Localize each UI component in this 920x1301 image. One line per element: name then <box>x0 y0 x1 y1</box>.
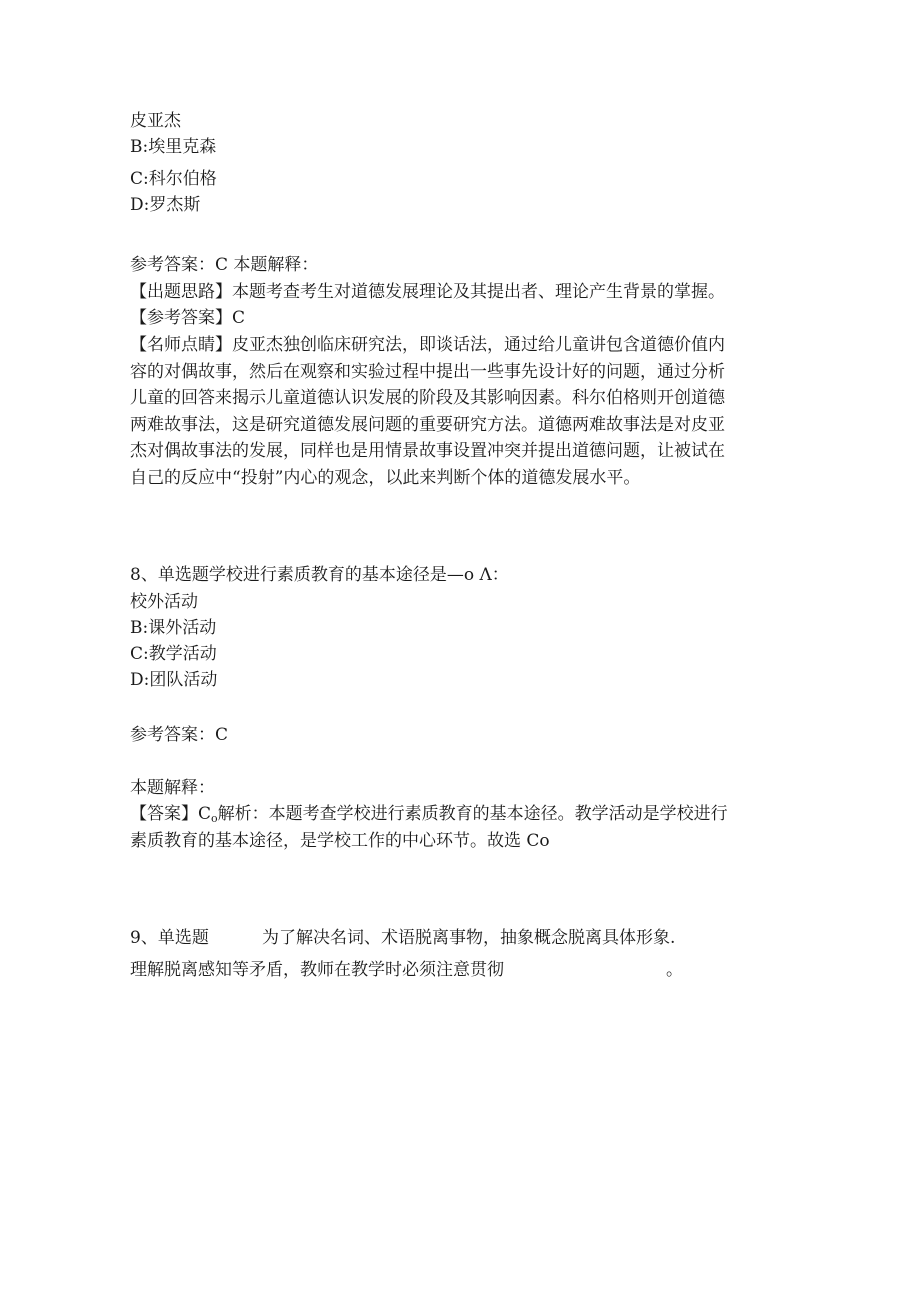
q8-stem: 8、单选题学校进行素质教育的基本途径是—o Λ： <box>130 565 509 585</box>
q8-option-a: 校外活动 <box>130 592 198 612</box>
q7-option-d: D:罗杰斯 <box>130 195 201 215</box>
q8-answer-line: 参考答案：C <box>130 725 229 745</box>
q7-explain-line: 杰对偶故事法的发展，同样也是用情景故事设置冲突并提出道德问题，让被试在 <box>130 441 725 461</box>
q8-explain-post: 解析：本题考查学校进行素质教育的基本途径。教学活动是学校进行 <box>217 804 728 824</box>
q7-explain-line: 两难故事法，这是研究道德发展问题的重要研究方法。道德两难故事法是对皮亚 <box>130 414 725 435</box>
q9-stem-end: 。 <box>666 960 683 980</box>
q7-option-b: B:埃里克森 <box>130 137 217 157</box>
q7-explain-line: 容的对偶故事，然后在观察和实验过程中提出一些事先设计好的问题，通过分析 <box>130 361 725 382</box>
q9-label: 9、单选题 <box>130 928 209 948</box>
q8-explain-sub: o <box>211 812 218 825</box>
q7-idea: 【出题思路】本题考查考生对道德发展理论及其提出者、理论产生背景的掌握。 <box>130 282 725 302</box>
q7-option-a: 皮亚杰 <box>130 111 181 131</box>
q8-explain-line2: 素质教育的基本途径，是学校工作的中心环节。故选 Co <box>130 831 550 851</box>
q7-explanation <box>130 332 790 491</box>
q7-explain-line: 【名师点睛】皮亚杰独创临床研究法，即谈话法，通过给儿童讲包含道德价值内 <box>130 335 725 355</box>
q7-ref-answer: 【参考答案】C <box>130 308 246 328</box>
q8-option-d: D:团队活动 <box>130 670 218 690</box>
q7-option-c: C:科尔伯格 <box>130 169 217 189</box>
q8-option-b: B:课外活动 <box>130 618 217 638</box>
q8-explain-pre: 【答案】C <box>130 804 212 824</box>
q7-answer-line: 参考答案：C 本题解释： <box>130 255 319 275</box>
q8-explain-title: 本题解释： <box>130 778 215 798</box>
q9-stem-part1: 为了解决名词、术语脱离事物，抽象概念脱离具体形象. <box>262 928 676 948</box>
q8-option-c: C:教学活动 <box>130 644 217 664</box>
q9-stem-part2: 理解脱离感知等矛盾，教师在教学时必须注意贯彻 <box>130 960 504 980</box>
q8-explain-line1 <box>130 801 728 827</box>
q7-explain-line: 儿童的回答来揭示儿童道德认识发展的阶段及其影响因素。科尔伯格则开创道德 <box>130 388 725 408</box>
q7-explain-line: 自己的反应中“投射”内心的观念，以此来判断个体的道德发展水平。 <box>130 467 641 488</box>
